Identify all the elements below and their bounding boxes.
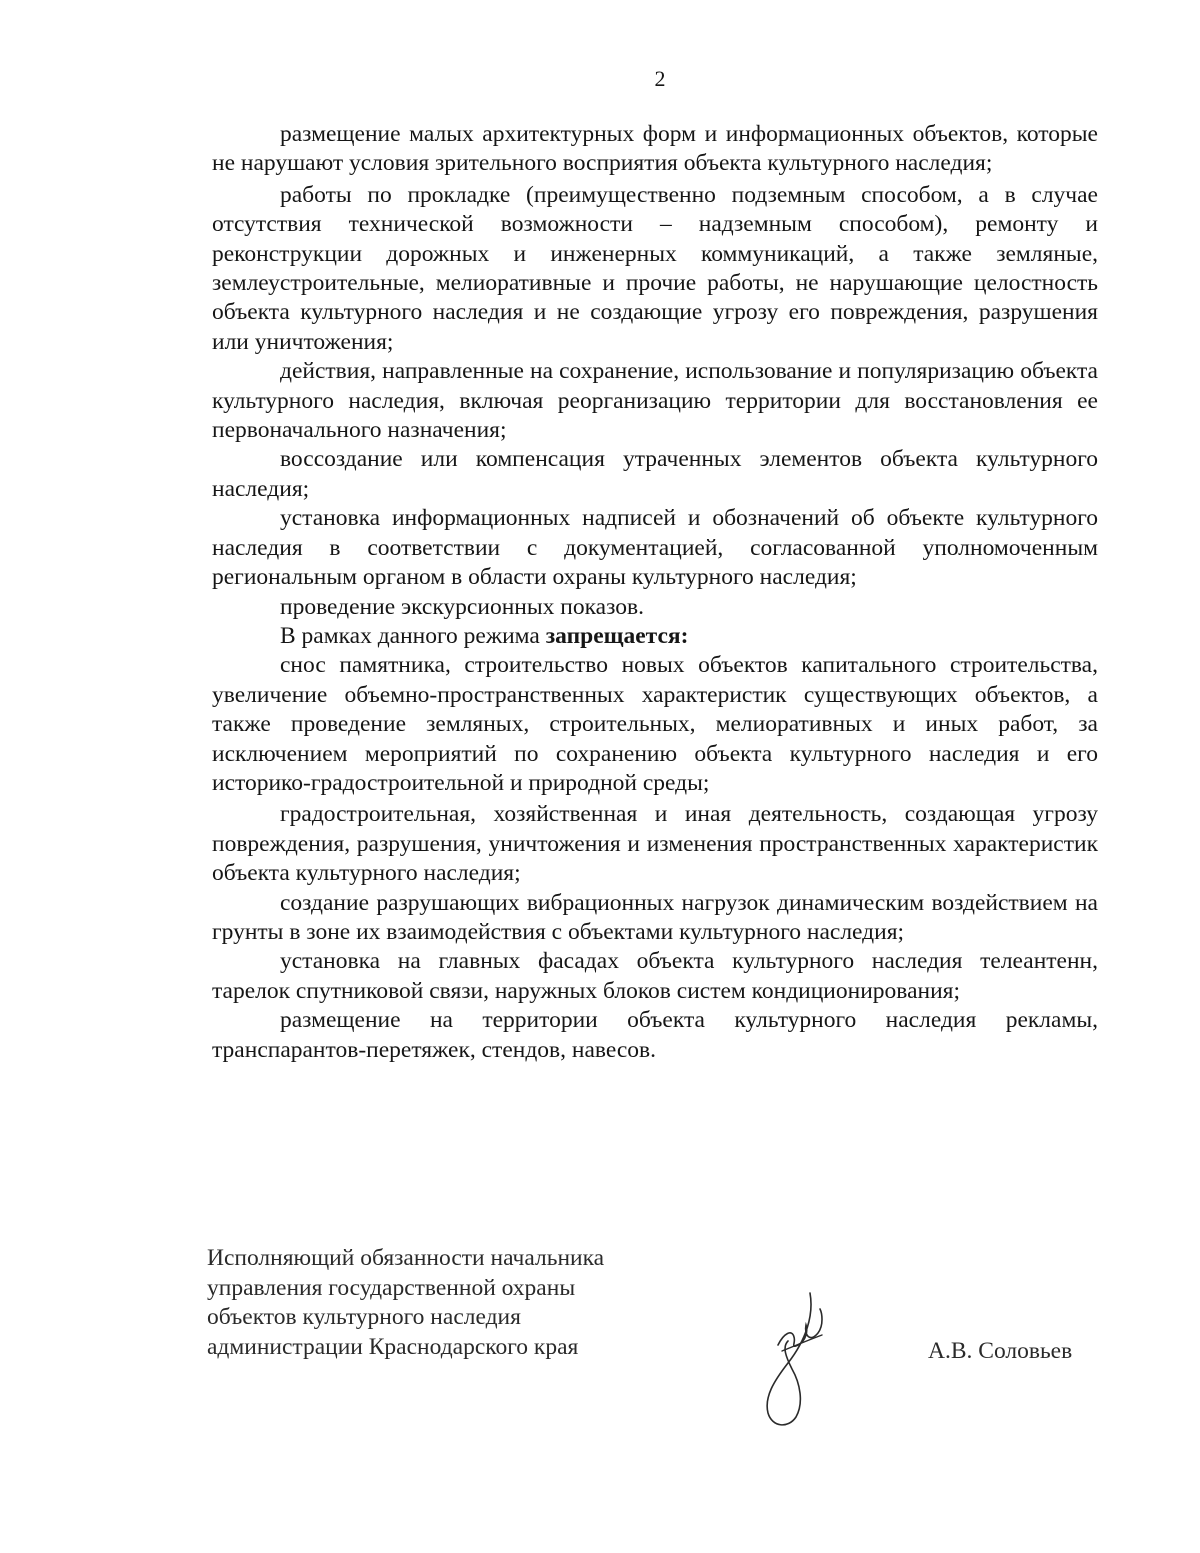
prohibition-heading — [212, 622, 1098, 651]
prohibition-keyword: запрещается: — [545, 622, 689, 649]
prohibited-item: снос памятника, строительство новых объектов капитального строительства, увеличение объемно-пространственных характеристик существующих объектов, а также проведение земляных, строительных, мелиоративных и иных работ, за исключением мероприятий по сохранению объекта культурного наследия и его историко-градостроительной и природной среды; — [212, 652, 1098, 796]
signatory-position-line: управления государственной охраны — [207, 1274, 576, 1301]
document-body — [212, 120, 1098, 1065]
prohibited-item: установка на главных фасадах объекта культурного наследия телеантенн, тарелок спутниковой связи, наружных блоков систем кондиционирования; — [212, 948, 1098, 1004]
handwritten-signature-icon — [748, 1285, 858, 1430]
page-number: 2 — [654, 66, 666, 91]
prohibited-item: создание разрушающих вибрационных нагрузок динамическим воздействием на грунты в зоне их взаимодействия с объектами культурного наследия; — [212, 889, 1098, 945]
permitted-item: установка информационных надписей и обозначений об объекте культурного наследия в соответствии с документацией, согласованной уполномоченным региональным органом в области охраны культурного наследия; — [212, 505, 1098, 591]
signatory-position — [207, 1244, 604, 1362]
signatory-position-line: администрации Краснодарского края — [207, 1333, 579, 1360]
permitted-item: действия, направленные на сохранение, использование и популяризацию объекта культурного наследия, включая реорганизацию территории для восстановления ее первоначального назначения; — [212, 358, 1098, 444]
prohibited-item: размещение на территории объекта культурного наследия рекламы, транспарантов-перетяжек, стендов, навесов. — [212, 1007, 1098, 1063]
prohibition-intro: В рамках данного режима — [280, 622, 546, 649]
signatory-position-line: объектов культурного наследия — [207, 1304, 521, 1330]
prohibited-item: градостроительная, хозяйственная и иная деятельность, создающая угрозу повреждения, разрушения, уничтожения и изменения пространственных характеристик объекта культурного наследия; — [212, 801, 1098, 887]
permitted-item: размещение малых архитектурных форм и информационных объектов, которые не нарушают условия зрительного восприятия объекта культурного наследия; — [212, 121, 1098, 177]
signatory-position-line: Исполняющий обязанности начальника — [207, 1245, 605, 1271]
permitted-item: воссоздание или компенсация утраченных элементов объекта культурного наследия; — [212, 446, 1098, 502]
permitted-item: работы по прокладке (преимущественно подземным способом, а в случае отсутствия технической возможности – надземным способом), ремонту и реконструкции дорожных и инженерных коммуникаций, а также земляные, землеустроительные, мелиоративные и прочие работы, не нарушающие целостность объекта культурного наследия и не создающие угрозу его повреждения, разрушения или уничтожения; — [212, 181, 1098, 355]
signatory-name: А.В. Соловьев — [928, 1338, 1073, 1364]
permitted-item: проведение экскурсионных показов. — [280, 593, 644, 620]
